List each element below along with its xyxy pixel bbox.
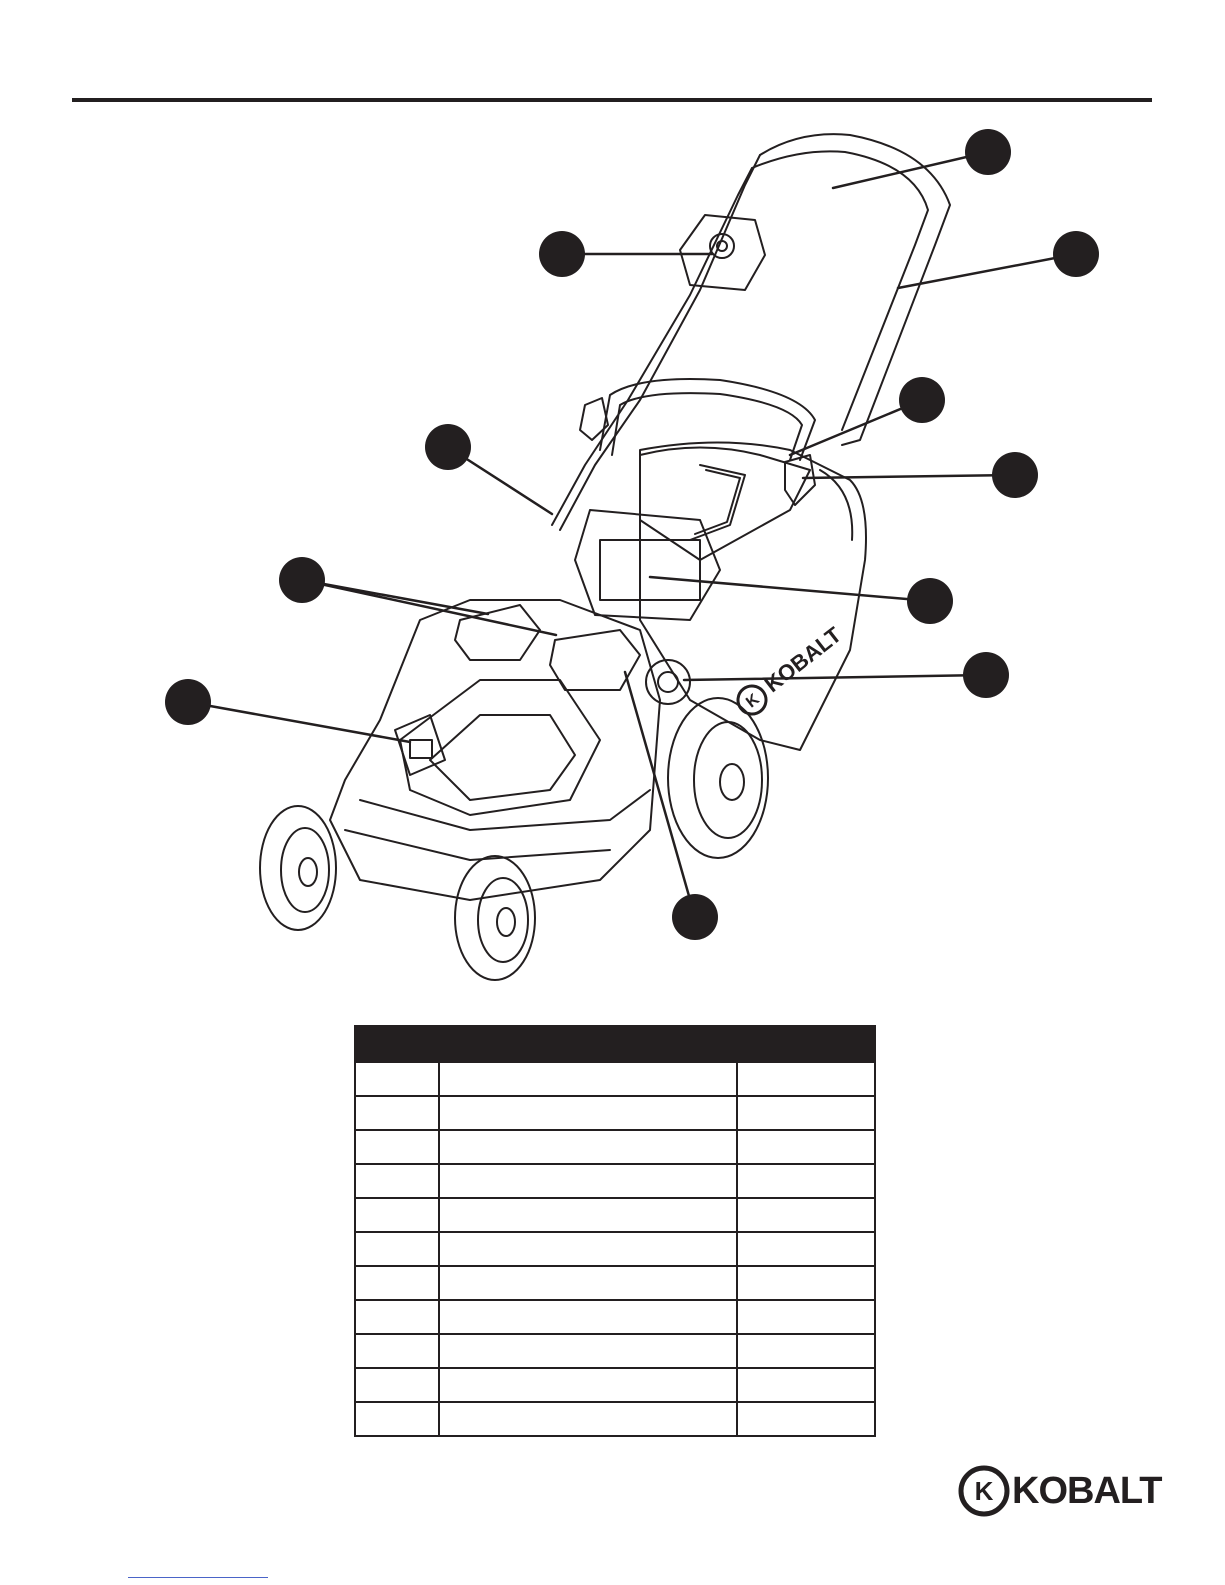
quantity-cell [737,1300,875,1334]
quantity-cell [737,1334,875,1368]
callout-7 [279,557,325,603]
quantity-cell [737,1266,875,1300]
callout-3 [539,231,585,277]
table-row [355,1300,875,1334]
part-number-cell [355,1164,439,1198]
table-row [355,1198,875,1232]
header-description [439,1026,737,1062]
callout-1 [965,129,1011,175]
parts-table-header [355,1026,875,1062]
callout-4 [899,377,945,423]
callout-11 [672,894,718,940]
table-row [355,1334,875,1368]
deck-wordmark: KOBALT [759,622,847,698]
deck-kobalt-logo [732,621,847,720]
rear-right-wheel [668,698,768,858]
callout-6 [425,424,471,470]
quantity-cell [737,1198,875,1232]
header-rule [72,98,1152,102]
description-cell [439,1368,737,1402]
kobalt-wordmark: KOBALT [1012,1469,1162,1512]
table-row [355,1232,875,1266]
quantity-cell [737,1402,875,1436]
part-number-cell [355,1266,439,1300]
table-row [355,1368,875,1402]
description-cell [439,1198,737,1232]
table-row [355,1266,875,1300]
description-cell [439,1164,737,1198]
table-row [355,1062,875,1096]
callout-8 [907,578,953,624]
mower-diagram [0,110,1225,990]
kobalt-logo [958,1465,1162,1517]
quantity-cell [737,1096,875,1130]
callout-10 [165,679,211,725]
parts-table [354,1025,876,1437]
deck-logo-letter: K [743,690,763,712]
description-cell [439,1232,737,1266]
part-number-cell [355,1334,439,1368]
front-left-wheel [260,806,336,930]
header-part [355,1026,439,1062]
description-cell [439,1096,737,1130]
part-number-cell [355,1232,439,1266]
description-cell [439,1334,737,1368]
part-number-cell [355,1300,439,1334]
callout-9 [963,652,1009,698]
part-number-cell [355,1130,439,1164]
battery-cover-left [455,605,540,660]
rear-door [575,510,720,620]
table-row [355,1130,875,1164]
description-cell [439,1402,737,1436]
description-cell [439,1266,737,1300]
quantity-cell [737,1368,875,1402]
table-row [355,1402,875,1436]
description-cell [439,1300,737,1334]
description-cell [439,1130,737,1164]
quantity-cell [737,1062,875,1096]
front-right-wheel [455,856,535,980]
header-quantity [737,1026,875,1062]
part-number-cell [355,1368,439,1402]
quantity-cell [737,1164,875,1198]
description-cell [439,1062,737,1096]
part-number-cell [355,1062,439,1096]
kobalt-k-badge-icon [958,1465,1010,1517]
leader-lines [188,152,1076,917]
quantity-cell [737,1130,875,1164]
table-row [355,1164,875,1198]
table-row [355,1096,875,1130]
footer-link-underline[interactable] [128,1577,268,1578]
height-lever-right [785,455,815,505]
callout-5 [992,452,1038,498]
quantity-cell [737,1232,875,1266]
part-number-cell [355,1402,439,1436]
part-number-cell [355,1096,439,1130]
callout-2 [1053,231,1099,277]
part-number-cell [355,1198,439,1232]
logo-letter: K [974,1476,994,1506]
